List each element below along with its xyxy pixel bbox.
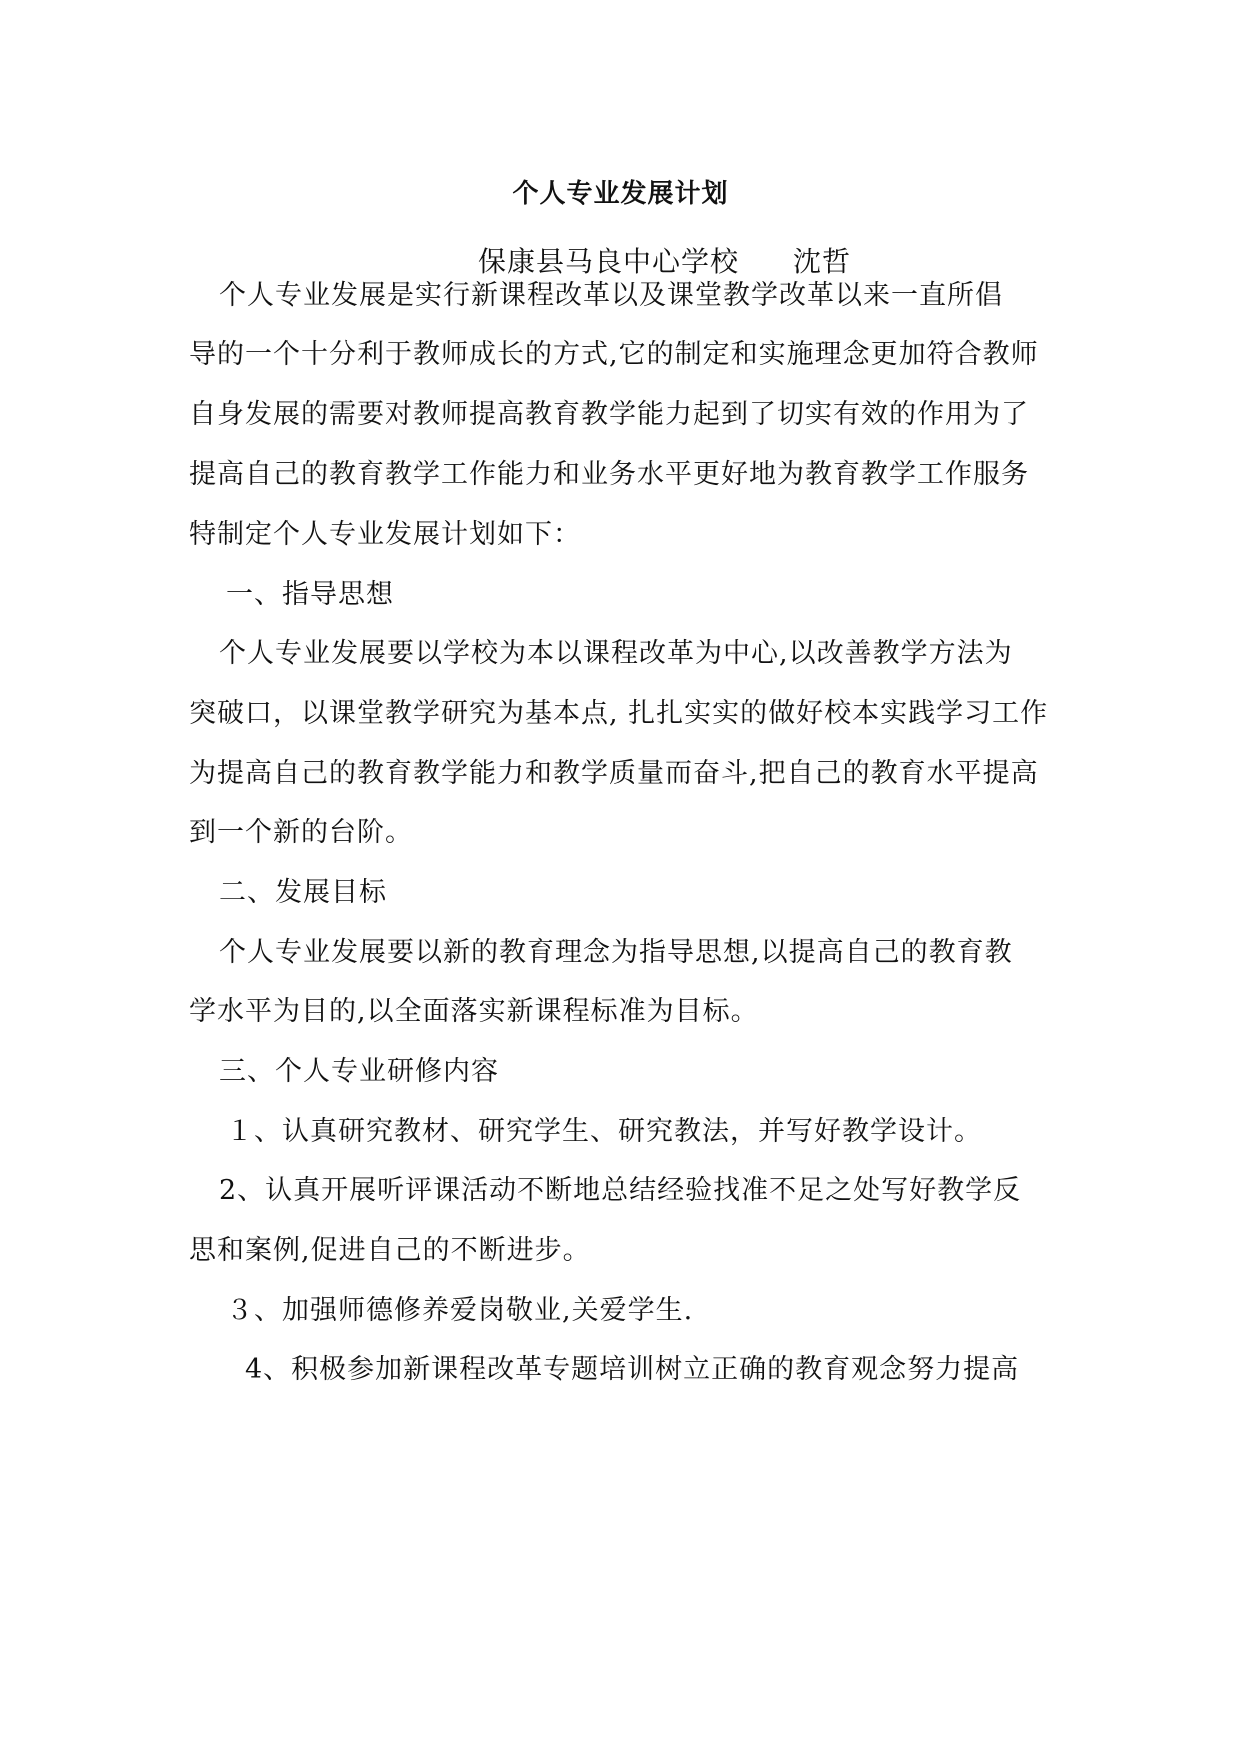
section-line: 到一个新的台阶。: [189, 817, 413, 848]
list-item: 2、认真开展听评课活动不断地总结经验找准不足之处写好教学反: [219, 1175, 1022, 1206]
section-line: 个人专业发展要以学校为本以课程改革为中心,以改善教学方法为: [219, 638, 1013, 669]
intro-line: 特制定个人专业发展计划如下：: [189, 519, 581, 550]
section-line: 突破口，以课堂教学研究为基本点, 扎扎实实的做好校本实践学习工作: [189, 698, 1049, 729]
section-heading-goals: 二、发展目标: [219, 877, 387, 908]
section-line: 个人专业发展要以新的教育理念为指导思想,以提高自己的教育教: [219, 937, 1013, 968]
list-item: 思和案例,促进自己的不断进步。: [189, 1235, 591, 1266]
intro-line: 自身发展的需要对教师提高教育教学能力起到了切实有效的作用为了: [189, 399, 1029, 430]
list-item: 4、积极参加新课程改革专题培训树立正确的教育观念努力提高: [245, 1354, 1020, 1385]
section-heading-guiding: 一、指导思想: [226, 579, 394, 610]
intro-line: 提高自己的教育教学工作能力和业务水平更好地为教育教学工作服务: [189, 459, 1029, 490]
school-name: 保康县马良中心学校: [478, 245, 740, 278]
document-title: 个人专业发展计划: [512, 179, 729, 209]
list-item: １、认真研究教材、研究学生、研究教法，并写好教学设计。: [226, 1116, 982, 1147]
author-name: 沈哲: [793, 245, 852, 278]
intro-line: 个人专业发展是实行新课程改革以及课堂教学改革以来一直所倡: [219, 280, 1003, 311]
section-heading-content: 三、个人专业研修内容: [219, 1056, 499, 1087]
list-item: ３、加强师德修养爱岗敬业,关爱学生.: [226, 1295, 694, 1326]
section-line: 为提高自己的教育教学能力和教学质量而奋斗,把自己的教育水平提高: [189, 758, 1039, 789]
section-line: 学水平为目的,以全面落实新课程标准为目标。: [189, 996, 759, 1027]
intro-line: 导的一个十分利于教师成长的方式,它的制定和实施理念更加符合教师: [189, 339, 1039, 370]
